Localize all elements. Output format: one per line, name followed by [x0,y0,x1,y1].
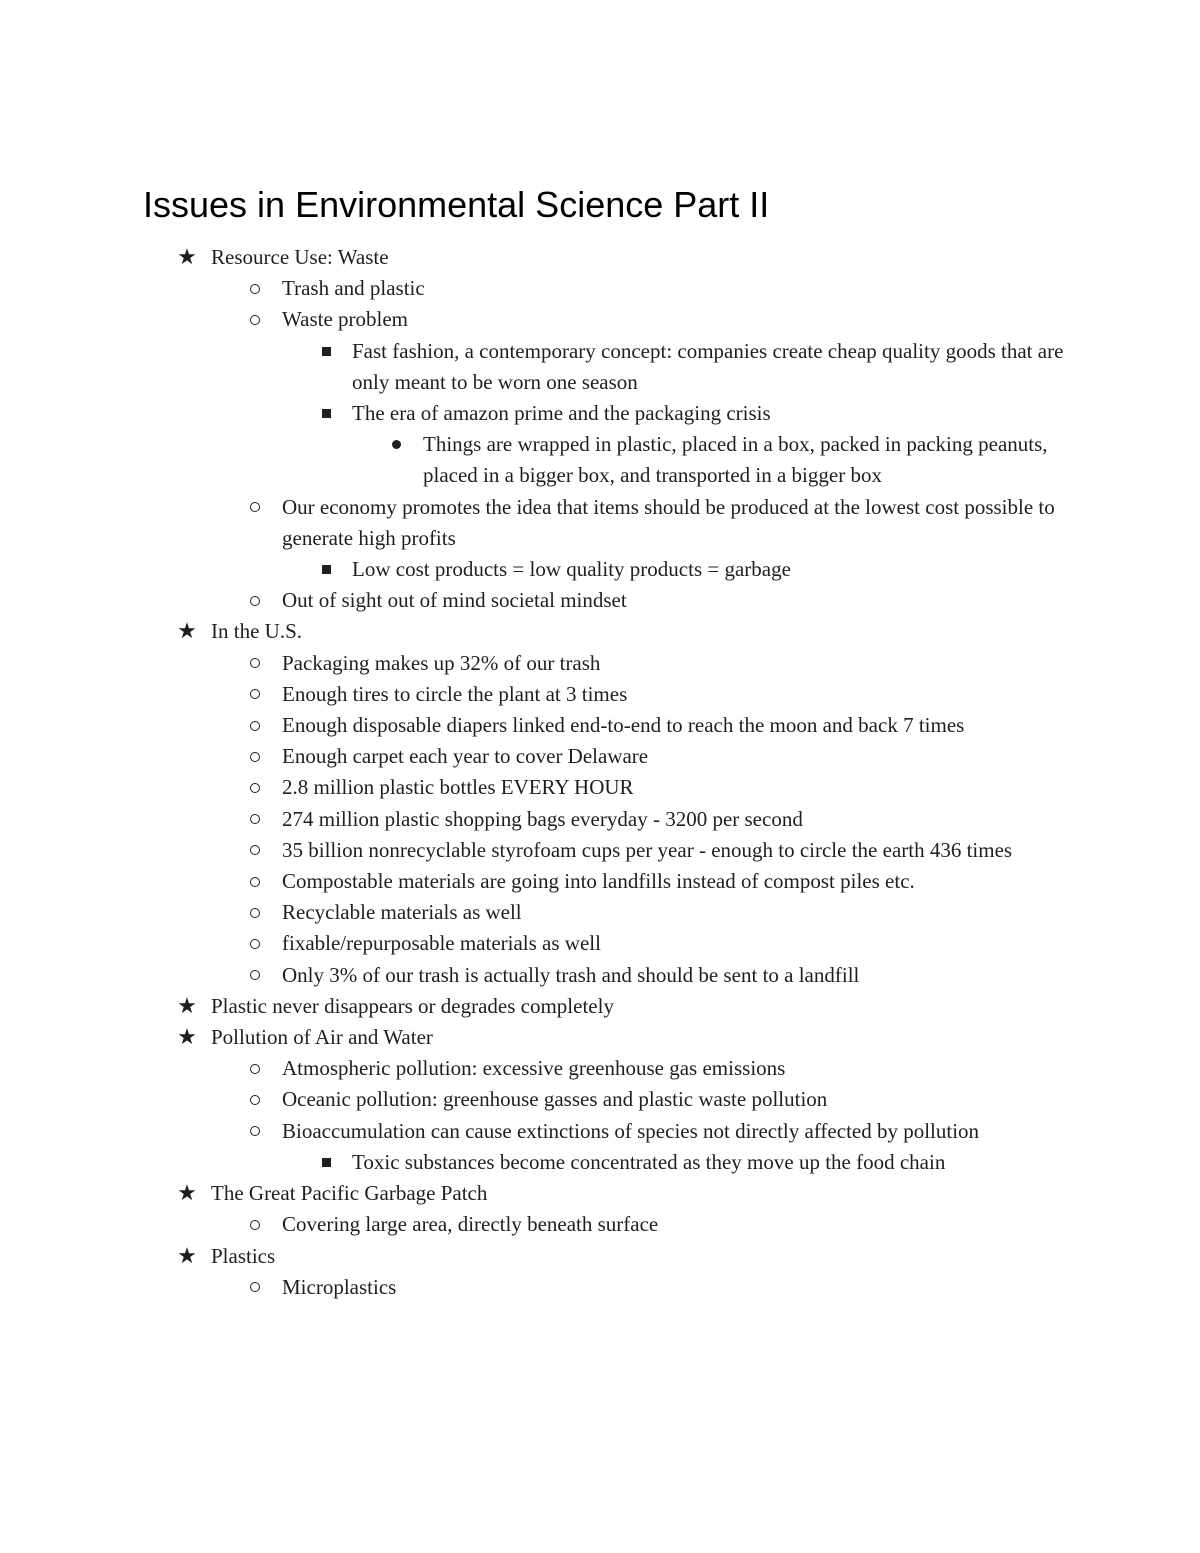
hollow-circle-icon [245,741,265,772]
list-item-text: Enough tires to circle the plant at 3 times [282,681,628,706]
list-item-text: Oceanic pollution: greenhouse gasses and plastic waste pollution [282,1087,828,1112]
star-icon: ★ [177,1181,197,1207]
hollow-circle-icon [245,1084,265,1115]
list-item-text: 35 billion nonrecyclable styrofoam cups per year - enough to circle the earth 436 times [282,837,1013,862]
list-item [0,866,1072,897]
list-item-text: Recyclable materials as well [282,900,522,925]
list-item [0,991,1071,1022]
list-item-text: Plastic never disappears or degrades completely [211,993,614,1018]
list-item-text: Out of sight out of mind societal mindset [282,588,627,613]
star-icon: ★ [177,619,197,645]
list-item [0,554,1072,585]
list-item-text: Resource Use: Waste [211,245,389,269]
list-item [0,897,1072,928]
hollow-circle-icon [245,492,265,523]
list-item-text: In the U.S. [211,619,302,644]
hollow-circle-icon [245,866,265,897]
hollow-circle-icon [245,772,265,803]
filled-square-icon [316,336,336,367]
hollow-circle-icon [245,1272,265,1303]
list-item-text: Microplastics [282,1274,397,1299]
list-item-text: Our economy promotes the idea that items should be produced at the lowest cost possible to generate high profits [282,494,1055,550]
list-item [0,492,1072,554]
filled-square-icon [316,398,336,429]
list-item-text: Packaging makes up 32% of our trash [282,650,601,675]
hollow-circle-icon [245,710,265,741]
bullet-list [0,242,1200,1303]
hollow-circle-icon [245,273,265,304]
list-item [0,273,1072,304]
list-item [0,960,1072,991]
list-item [0,1178,1071,1209]
hollow-circle-icon [245,304,265,335]
filled-square-icon [316,554,336,585]
hollow-circle-icon [245,835,265,866]
list-item-text: fixable/repurposable materials as well [282,931,601,956]
list-item [0,1209,1072,1240]
hollow-circle-icon [245,1209,265,1240]
star-icon: ★ [177,1243,197,1269]
filled-square-icon [316,1147,336,1178]
list-item-text: Enough disposable diapers linked end-to-end to reach the moon and back 7 times [282,713,965,738]
list-item-text: Covering large area, directly beneath surface [282,1212,659,1237]
list-item-text: Toxic substances become concentrated as they move up the food chain [352,1149,946,1174]
star-icon: ★ [177,1025,197,1051]
list-item [0,648,1072,679]
hollow-circle-icon [245,897,265,928]
hollow-circle-icon [245,804,265,835]
list-item-text: Bioaccumulation can cause extinctions of species not directly affected by pollution [282,1118,980,1143]
list-item-text: Plastics [211,1243,276,1268]
list-item [0,1022,1071,1053]
list-item [0,1272,1072,1303]
list-item [0,804,1072,835]
list-item [0,835,1072,866]
hollow-circle-icon [245,928,265,959]
list-item-text: 2.8 million plastic bottles EVERY HOUR [282,775,634,800]
list-item [0,398,1072,429]
list-item [0,242,1071,273]
list-item [0,772,1072,803]
document-title: Issues in Environmental Science Part II [143,184,770,225]
hollow-circle-icon [245,960,265,991]
list-item [0,304,1072,335]
list-item-text: Things are wrapped in plastic, placed in a box, packed in packing peanuts, placed in a bigger box, and transported in a bigger box [423,432,1048,488]
list-item [0,1147,1072,1178]
list-item-text: Compostable materials are going into landfills instead of compost piles etc. [282,869,915,894]
list-item [0,585,1072,616]
filled-dot-icon [386,429,406,460]
list-item-text: Only 3% of our trash is actually trash and should be sent to a landfill [282,962,860,987]
list-item [0,928,1072,959]
list-item-text: 274 million plastic shopping bags everyday - 3200 per second [282,806,803,831]
list-item-text: Atmospheric pollution: excessive greenhouse gas emissions [282,1056,786,1081]
list-item-text: Pollution of Air and Water [211,1025,433,1050]
list-item [0,336,1072,398]
hollow-circle-icon [245,1116,265,1147]
list-item-text: Fast fashion, a contemporary concept: companies create cheap quality goods that are only meant to be worn one season [352,338,1064,394]
list-item [0,1116,1072,1147]
star-icon: ★ [177,993,197,1019]
list-item [0,429,1073,491]
list-item-text: Enough carpet each year to cover Delaware [282,744,649,769]
list-item [0,1053,1072,1084]
hollow-circle-icon [245,585,265,616]
list-item-text: Waste problem [282,307,409,332]
list-item [0,1084,1072,1115]
list-item [0,616,1071,647]
list-item [0,710,1072,741]
list-item-text: Trash and plastic [282,276,425,301]
list-item-text: Low cost products = low quality products = garbage [352,557,791,582]
star-icon: ★ [177,245,197,270]
list-item [0,741,1072,772]
hollow-circle-icon [245,679,265,710]
list-item-text: The Great Pacific Garbage Patch [211,1181,488,1206]
hollow-circle-icon [245,648,265,679]
list-item-text: The era of amazon prime and the packaging crisis [352,401,771,426]
list-item [0,1241,1071,1272]
hollow-circle-icon [245,1053,265,1084]
list-item [0,679,1072,710]
